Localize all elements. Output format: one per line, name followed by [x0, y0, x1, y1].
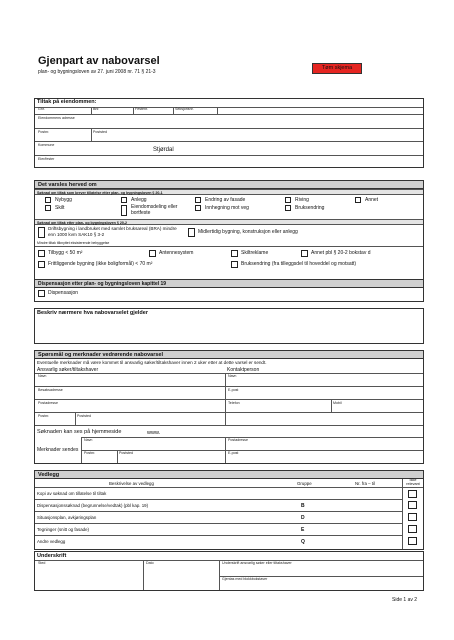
vedlegg-row-5-desc: Andre vedlegg: [37, 539, 66, 544]
reset-form-button[interactable]: Tøm skjema: [312, 63, 362, 74]
hjemmeside-text: Søknaden kan ses på hjemmeside: [37, 429, 122, 435]
bruksendring-label: Bruksendring: [295, 205, 325, 211]
sendes-postnr: Postnr.: [84, 451, 96, 455]
seksjonsnr-label: Seksjonsnr.: [175, 107, 194, 111]
eierfester-label: Eier/fester: [38, 157, 55, 161]
underskrift-heading: Underskrift: [37, 553, 67, 559]
bruksendring-checkbox[interactable]: [285, 205, 291, 211]
tiltak-section: [34, 98, 424, 168]
skiltreklame-checkbox[interactable]: [231, 250, 238, 257]
sendes-poststed: Poststed: [119, 451, 133, 455]
vedlegg-section: [34, 470, 424, 550]
innhegning-checkbox[interactable]: [195, 205, 201, 211]
varsel-heading: Det varsles herved om: [34, 180, 424, 189]
varsel-sub3: Mindre tiltak tilknyttet eksisterende bebyggelse: [37, 241, 110, 245]
vedlegg-row-4-desc: Tegninger (snitt og fasade): [37, 527, 89, 532]
nybygg-checkbox[interactable]: [45, 197, 51, 203]
dispensasjon-checkbox[interactable]: [38, 290, 45, 297]
anlegg-label: Anlegg: [131, 197, 147, 203]
navn2-label: Navn: [228, 374, 237, 378]
vedlegg-row-5-ikke-checkbox[interactable]: [408, 537, 417, 545]
sendes-postadresse: Postadresse: [228, 438, 248, 442]
col-beskrivelse: Beskrivelse av vedlegg: [109, 481, 154, 486]
postnr-label: Postnr.: [38, 130, 50, 134]
sendes-label: Merknader sendes: [37, 447, 79, 453]
frittliggende-label: Frittliggende bygning (ikke boligformål) < 70 m²: [48, 261, 153, 267]
festenr-label: Festenr.: [135, 107, 148, 111]
frittliggende-checkbox[interactable]: [38, 261, 45, 268]
vedlegg-row-2-desc: Dispensasjonssøknad (begrunnelse/vedtak) (pbl kap. 19): [37, 503, 149, 508]
beskriv-heading: Beskriv nærmere hva nabovarselet gjelder: [37, 310, 148, 316]
skiltreklame-label: Skiltreklame: [241, 250, 269, 256]
poststed-label: Poststed: [93, 130, 107, 134]
sted-label: Sted: [38, 561, 46, 565]
underskrift-label: Underskrift ansvarlig søker eller tiltakshaver: [222, 561, 292, 565]
tilbygg-label: Tilbygg < 50 m²: [48, 250, 83, 256]
annet-20-2-checkbox[interactable]: [301, 250, 308, 257]
bruksendring-tilleggsdel-label: Bruksendring (fra tilleggsdel til hoveddel og motsatt): [241, 261, 357, 267]
vedlegg-row-3-desc: Situasjonsplan, avkjøringsplan: [37, 515, 97, 520]
vedlegg-row-1-desc: Kopi av søknad om tillatelse til tiltak: [37, 491, 107, 496]
innhegning-label: Innhegning mot veg: [205, 205, 249, 211]
col-ansvarlig: Ansvarlig søker/tiltakshaver: [37, 367, 99, 373]
hjemmeside-value[interactable]: www.: [147, 430, 161, 436]
endring-fasade-label: Endring av fasade: [205, 197, 246, 203]
vedlegg-row-4-ikke-checkbox[interactable]: [408, 525, 417, 533]
vedlegg-row-3-ikke-checkbox[interactable]: [408, 513, 417, 521]
gnr-label: Gnr.: [38, 107, 45, 111]
bruksendring-tilleggsdel-checkbox[interactable]: [231, 261, 238, 268]
annet-label: Annet: [365, 197, 379, 203]
form-title: Gjenpart av nabovarsel: [38, 55, 160, 67]
beskriv-section: [34, 308, 424, 344]
sendes-epost: E-post: [228, 451, 239, 455]
varsel-section: [34, 180, 424, 302]
kommune-label: Kommune: [38, 143, 55, 147]
tilbygg-checkbox[interactable]: [38, 250, 45, 257]
vedlegg-row-2-ikke-checkbox[interactable]: [408, 501, 417, 509]
varsel-sub2: Søknad om tiltak etter plan- og bygningsloven § 20-2: [35, 219, 423, 225]
endring-fasade-checkbox[interactable]: [195, 197, 201, 203]
mobil-label: Mobil: [333, 401, 342, 405]
varsel-sub1: Søknad om tiltak som krever tillatelse etter plan- og bygningsloven § 20-1: [35, 189, 423, 195]
gjentas-label: Gjentas med blokkbokstaver: [222, 577, 268, 581]
riving-label: Riving: [295, 197, 309, 203]
merknader-section: [34, 350, 424, 464]
vedlegg-row-3-gruppe: D: [301, 515, 305, 521]
midlertidig-label: Midlertidig bygning, konstruksjon eller anlegg: [198, 229, 298, 235]
skilt-label: Skilt: [55, 205, 65, 211]
col-gruppe: Gruppe: [297, 481, 312, 486]
dispensasjon-label: Dispensasjon: [48, 290, 79, 296]
postadresse-label: Postadresse: [38, 401, 58, 405]
epost-label: E-post: [228, 388, 239, 392]
besoksadresse-label: Besøksadresse: [38, 388, 63, 392]
vedlegg-row-5-gruppe: Q: [301, 539, 305, 545]
page-number: Side 1 av 2: [392, 597, 418, 603]
beskriv-textarea[interactable]: [37, 318, 419, 340]
riving-checkbox[interactable]: [285, 197, 291, 203]
antennesystem-checkbox[interactable]: [149, 250, 156, 257]
annet-20-2-label: Annet pbl § 20-2 bokstav d: [311, 250, 371, 256]
col-nr: Nr. fra – til: [355, 481, 376, 486]
eiendomsdeling-checkbox[interactable]: [121, 205, 127, 216]
tiltak-heading: Tiltak på eiendommen:: [37, 99, 97, 105]
nybygg-label: Nybygg: [55, 197, 72, 203]
poststed-label-2: Poststed: [77, 414, 91, 418]
midlertidig-checkbox[interactable]: [188, 228, 195, 237]
telefon-label: Telefon: [228, 401, 240, 405]
driftsbygning-label: Driftsbygning i landbruket med samlet bruksareal (BRA) mindre enn 1000 kvm SAK10 § 3-2: [48, 226, 177, 237]
vedlegg-heading: Vedlegg: [34, 470, 424, 479]
underskrift-section: [34, 551, 424, 591]
postnr-label-2: Postnr.: [38, 414, 50, 418]
kommune-value[interactable]: Stjørdal: [153, 147, 174, 153]
form-subtitle: plan- og bygningsloven av 27. juni 2008 nr. 71 § 21-3: [38, 69, 156, 75]
sendes-navn: Navn: [84, 438, 93, 442]
antennesystem-label: Antennesystem: [159, 250, 194, 256]
eiendomsdeling-label: Eiendomsdeling eller bortfeste: [131, 204, 178, 216]
navn-label: Navn: [38, 374, 47, 378]
driftsbygning-checkbox[interactable]: [38, 227, 45, 238]
merknader-info: Eventuelle merknader må være kommet til ansvarlig søker/tiltakshaver innen 2 uker etter at dette varsel er sendt.: [37, 360, 267, 365]
dispensasjon-heading: Dispensasjon etter plan- og bygningsloven kapittel 19: [34, 279, 424, 288]
address-label: Eiendommens adresse: [38, 116, 75, 120]
dato-label: Dato: [146, 561, 154, 565]
col-kontaktperson: Kontaktperson: [227, 367, 260, 373]
skilt-checkbox[interactable]: [45, 205, 51, 211]
vedlegg-row-1-ikke-checkbox[interactable]: [408, 490, 417, 498]
vedlegg-row-2-gruppe: B: [301, 503, 305, 509]
vedlegg-row-4-gruppe: E: [301, 527, 305, 533]
anlegg-checkbox[interactable]: [121, 197, 127, 203]
merknader-heading: Spørsmål og merknader vedrørende nabovarsel: [34, 350, 424, 359]
col-ikke-relevant: Ikke relevant: [406, 478, 420, 486]
bnr-label: Bnr.: [93, 107, 100, 111]
annet-checkbox[interactable]: [355, 197, 361, 203]
